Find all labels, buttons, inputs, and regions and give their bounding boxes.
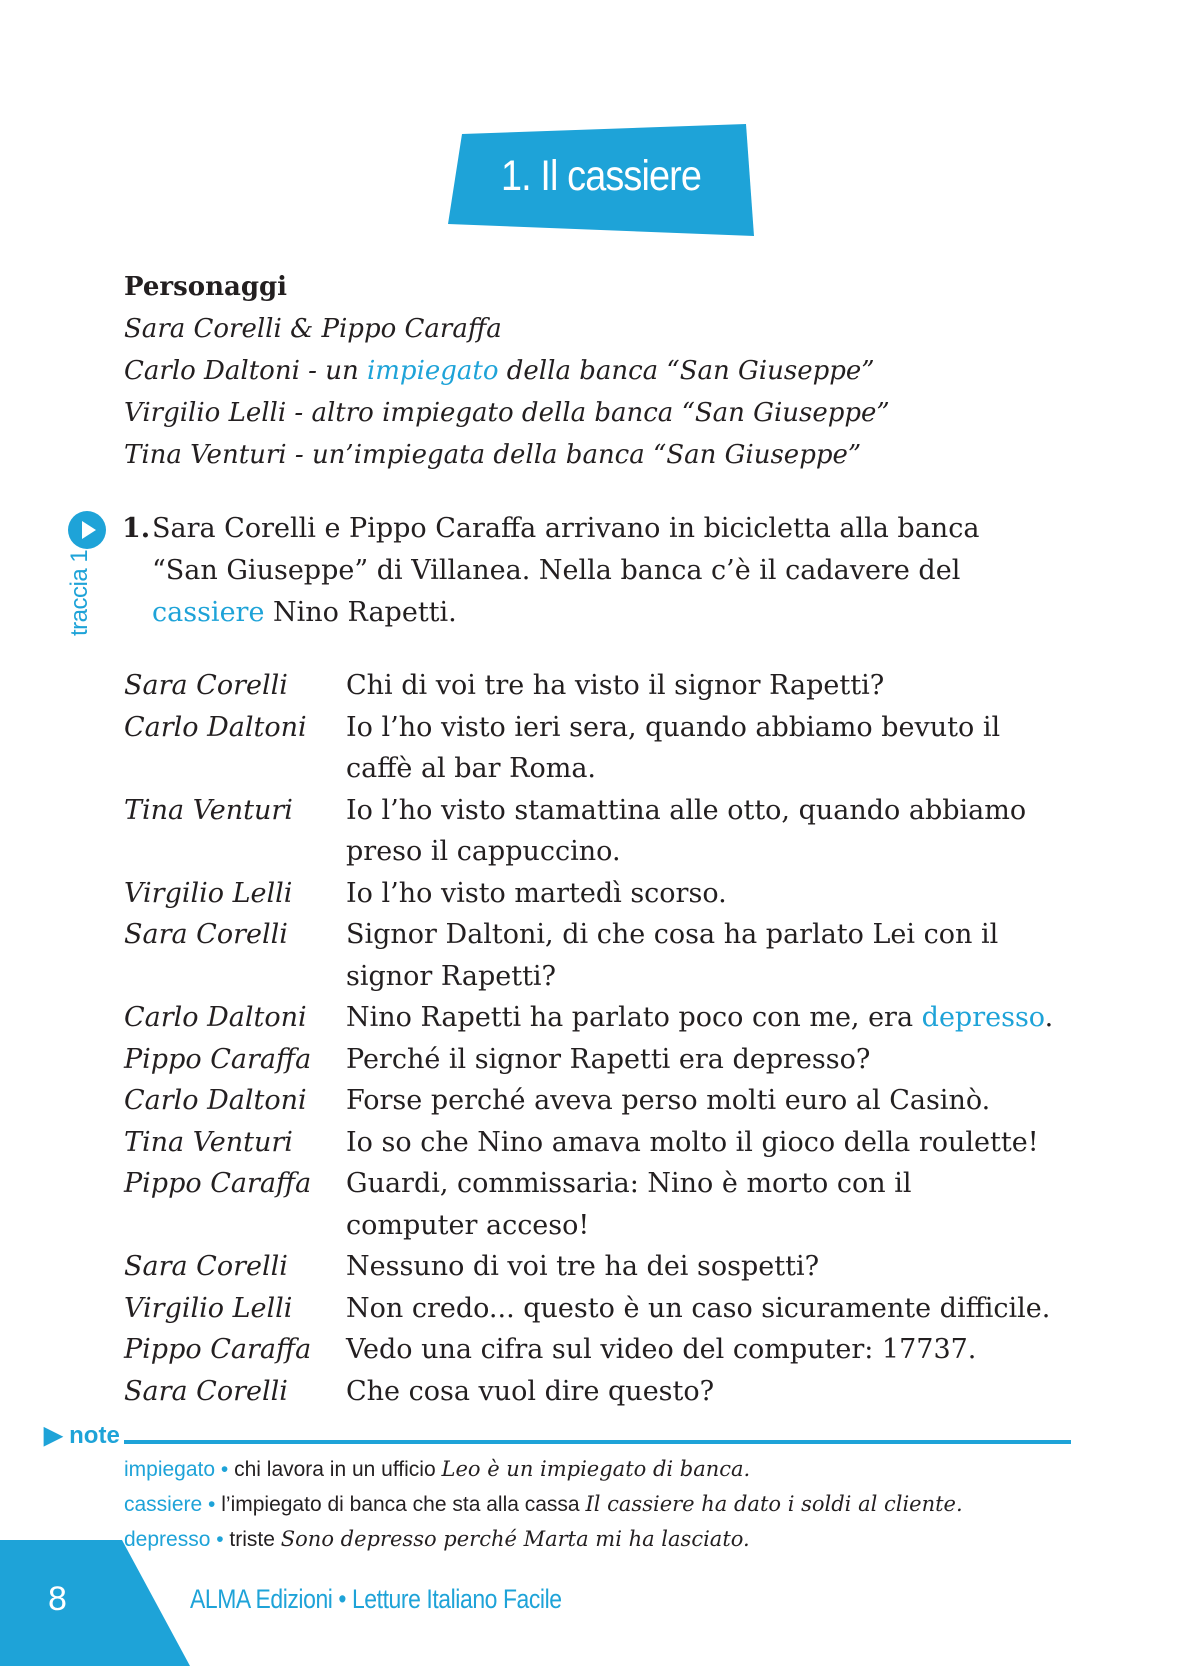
section-number: 1. bbox=[122, 513, 151, 544]
notes-divider bbox=[124, 1440, 1071, 1444]
speaker: Sara Corelli bbox=[124, 670, 288, 701]
dialogue-text bbox=[346, 707, 1000, 790]
dialogue-line: Che cosa vuol dire questo? bbox=[346, 1375, 715, 1407]
dialogue-line: signor Rapetti? bbox=[346, 960, 557, 992]
intro-text: Sara Corelli e Pippo Caraffa arrivano in bicicletta alla banca bbox=[152, 513, 980, 544]
speaker: Tina Venturi bbox=[124, 794, 293, 826]
note-term: impiegato bbox=[124, 1458, 216, 1481]
note-definition: chi lavora in un ufficio bbox=[234, 1458, 442, 1481]
dialogue-line: caffè al bar Roma. bbox=[346, 753, 597, 784]
intro-paragraph bbox=[122, 508, 979, 634]
intro-line bbox=[122, 592, 979, 634]
track-label: traccia 1 bbox=[66, 549, 93, 636]
dialogue-line: Nessuno di voi tre ha dei sospetti? bbox=[346, 1251, 820, 1282]
speaker: Carlo Daltoni bbox=[124, 1002, 307, 1033]
dialogue-line: Io so che Nino amava molto il gioco della roulette! bbox=[346, 1126, 1039, 1158]
dialogue-line: Signor Daltoni, di che cosa ha parlato Lei con il bbox=[346, 919, 999, 950]
speaker: Carlo Daltoni bbox=[124, 711, 307, 743]
dialogue-row bbox=[124, 1080, 1053, 1122]
intro-line bbox=[122, 508, 979, 550]
page-number: 8 bbox=[48, 1580, 67, 1618]
notes-heading bbox=[44, 1421, 120, 1450]
dialogue-line: Forse perché aveva perso molti euro al Casinò. bbox=[346, 1085, 991, 1116]
note-example: Sono depresso perché Marta mi ha lasciato. bbox=[280, 1527, 750, 1551]
note-example: Leo è un impiegato di banca. bbox=[441, 1457, 751, 1481]
dialogue-text bbox=[346, 1246, 819, 1288]
dialogue-line: Guardi, commissaria: Nino è morto con il bbox=[346, 1168, 912, 1199]
dialogue-text bbox=[346, 790, 1026, 873]
dialogue-line: computer acceso! bbox=[346, 1209, 590, 1241]
dialogue-text bbox=[346, 873, 727, 915]
speaker: Tina Venturi bbox=[124, 1126, 293, 1158]
dialogue-line: Io l’ho visto martedì scorso. bbox=[346, 877, 727, 909]
note-definition: l’impiegato di banca che sta alla cassa bbox=[221, 1493, 586, 1516]
chapter-title: 1. Il cassiere bbox=[500, 152, 702, 200]
dialogue-row bbox=[124, 707, 1053, 790]
dialogue-text bbox=[346, 997, 1053, 1039]
character-line: Tina Venturi - un’impiegata della banca “San Giuseppe” bbox=[124, 440, 862, 470]
publisher-footer: ALMA Edizioni • Letture Italiano Facile bbox=[190, 1584, 562, 1614]
dialogue-text bbox=[346, 665, 884, 707]
character-line bbox=[124, 350, 890, 392]
dialogue-row bbox=[124, 1163, 1053, 1246]
dialogue-line: Io l’ho visto stamattina alle otto, quando abbiamo bbox=[346, 794, 1027, 826]
glossary-term-depresso: depresso bbox=[921, 1002, 1045, 1033]
character-line: Virgilio Lelli - altro impiegato della banca “San Giuseppe” bbox=[124, 398, 890, 428]
dialogue-text bbox=[346, 1371, 714, 1413]
characters-heading: Personaggi bbox=[124, 272, 288, 302]
dialogue-row bbox=[124, 1039, 1053, 1081]
dialogue bbox=[124, 665, 1053, 1412]
dialogue-line: Vedo una cifra sul video del computer: 17737. bbox=[346, 1334, 977, 1365]
dialogue-text bbox=[346, 1122, 1039, 1164]
dialogue-line: Non credo... questo è un caso sicuramente difficile. bbox=[346, 1292, 1051, 1324]
note-bullet: • bbox=[215, 1458, 235, 1481]
dialogue-row bbox=[124, 1329, 1053, 1371]
dialogue-row bbox=[124, 790, 1053, 873]
note-term: cassiere bbox=[124, 1493, 203, 1516]
dialogue-line: Chi di voi tre ha visto il signor Rapetti? bbox=[346, 670, 885, 701]
dialogue-text bbox=[346, 914, 998, 997]
page-number-tab bbox=[0, 1540, 190, 1666]
intro-line: “San Giuseppe” di Villanea. Nella banca c’è il cadavere del bbox=[152, 555, 961, 586]
dialogue-line: Io l’ho visto ieri sera, quando abbiamo bevuto il bbox=[346, 711, 1001, 743]
dialogue-text bbox=[346, 1039, 870, 1081]
dialogue-row bbox=[124, 665, 1053, 707]
intro-text: Nino Rapetti. bbox=[264, 597, 457, 628]
dialogue-row bbox=[124, 997, 1053, 1039]
glossary-term-cassiere: cassiere bbox=[152, 597, 265, 628]
speaker: Carlo Daltoni bbox=[124, 1085, 307, 1116]
character-line: Sara Corelli & Pippo Caraffa bbox=[124, 314, 502, 344]
speaker: Pippo Caraffa bbox=[124, 1043, 312, 1075]
dialogue-row bbox=[124, 873, 1053, 915]
dialogue-line: . bbox=[1044, 1002, 1054, 1033]
note-definition: triste bbox=[229, 1528, 281, 1551]
dialogue-row bbox=[124, 1288, 1053, 1330]
notes-heading-text: note bbox=[69, 1422, 120, 1449]
speaker: Sara Corelli bbox=[124, 919, 288, 950]
dialogue-line: preso il cappuccino. bbox=[346, 836, 621, 867]
note-example: Il cassiere ha dato i soldi al cliente. bbox=[585, 1492, 963, 1516]
character-text: Carlo Daltoni - un bbox=[124, 356, 367, 386]
speaker: Pippo Caraffa bbox=[124, 1334, 312, 1365]
dialogue-row bbox=[124, 1246, 1053, 1288]
dialogue-line: Nino Rapetti ha parlato poco con me, era bbox=[346, 1002, 922, 1033]
speaker: Sara Corelli bbox=[124, 1375, 288, 1407]
dialogue-text bbox=[346, 1329, 976, 1371]
characters-list bbox=[124, 266, 890, 476]
glossary-term-impiegato: impiegato bbox=[366, 356, 499, 386]
notes-glossary bbox=[124, 1452, 963, 1557]
dialogue-text bbox=[346, 1080, 990, 1122]
note-item bbox=[124, 1487, 963, 1522]
dialogue-row bbox=[124, 1371, 1053, 1413]
note-bullet: • bbox=[210, 1528, 230, 1551]
dialogue-text bbox=[346, 1288, 1050, 1330]
dialogue-row bbox=[124, 914, 1053, 997]
dialogue-line: Perché il signor Rapetti era depresso? bbox=[346, 1043, 871, 1075]
note-item bbox=[124, 1522, 963, 1557]
dialogue-row bbox=[124, 1122, 1053, 1164]
note-item bbox=[124, 1452, 963, 1487]
chapter-title-banner bbox=[448, 124, 754, 236]
triangle-right-icon: ▶ bbox=[44, 1422, 63, 1449]
speaker: Pippo Caraffa bbox=[124, 1168, 312, 1199]
note-bullet: • bbox=[202, 1493, 222, 1516]
dialogue-text bbox=[346, 1163, 912, 1246]
speaker: Virgilio Lelli bbox=[124, 877, 293, 909]
speaker: Virgilio Lelli bbox=[124, 1292, 293, 1324]
speaker: Sara Corelli bbox=[124, 1251, 288, 1282]
character-text: della banca “San Giuseppe” bbox=[498, 356, 875, 386]
note-term: depresso bbox=[124, 1528, 211, 1551]
